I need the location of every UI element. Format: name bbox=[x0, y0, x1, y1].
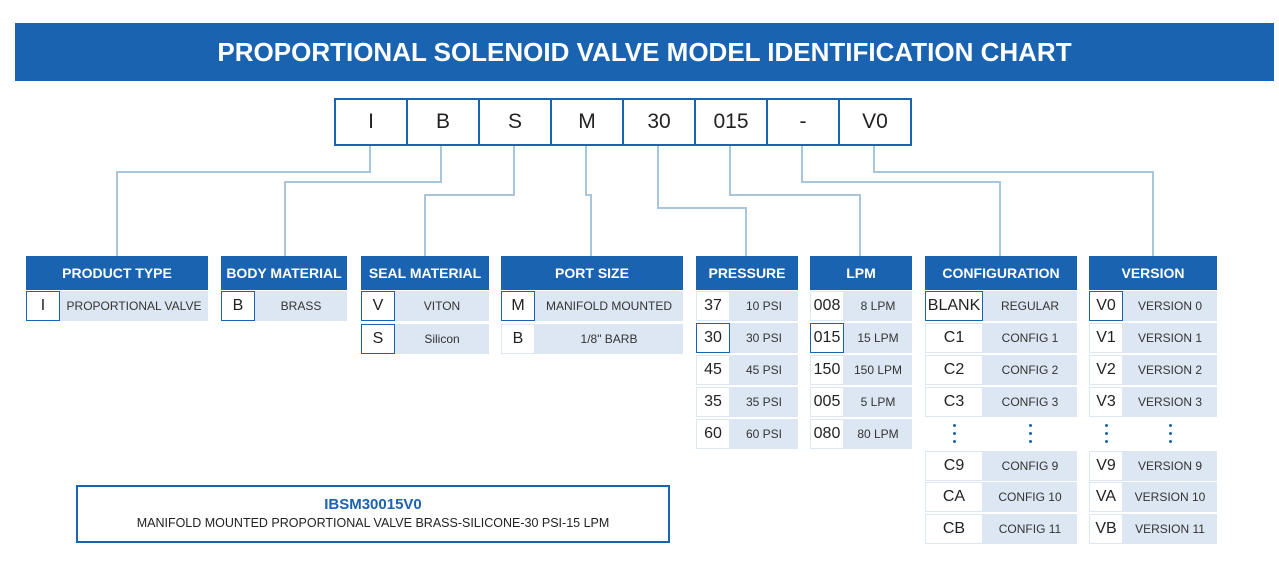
option-row bbox=[696, 387, 798, 417]
option-row bbox=[361, 291, 489, 321]
option-code: VB bbox=[1089, 514, 1123, 544]
option-code: 60 bbox=[696, 419, 730, 449]
example-description: MANIFOLD MOUNTED PROPORTIONAL VALVE BRASS-SILICONE-30 PSI-15 LPM bbox=[136, 516, 610, 530]
model-code-segment: M bbox=[550, 98, 624, 146]
option-row bbox=[810, 387, 912, 417]
option-code: B bbox=[221, 291, 255, 321]
option-desc: Silicon bbox=[395, 324, 489, 354]
header-body-material: BODY MATERIAL bbox=[221, 256, 347, 290]
option-row bbox=[696, 323, 798, 353]
option-code: C9 bbox=[925, 451, 983, 481]
option-code: S bbox=[361, 324, 395, 354]
connector-product-type bbox=[117, 146, 370, 256]
option-desc: BRASS bbox=[255, 291, 347, 321]
option-code: V bbox=[361, 291, 395, 321]
option-row bbox=[810, 323, 912, 353]
option-code: M bbox=[501, 291, 535, 321]
option-desc: 60 PSI bbox=[730, 419, 798, 449]
option-row bbox=[1089, 291, 1217, 321]
option-desc: VERSION 1 bbox=[1123, 323, 1217, 353]
option-row bbox=[696, 419, 798, 449]
option-code: 080 bbox=[810, 419, 844, 449]
option-code: BLANK bbox=[925, 291, 983, 321]
chart-title: PROPORTIONAL SOLENOID VALVE MODEL IDENTIFICATION CHART bbox=[15, 23, 1274, 81]
option-row bbox=[925, 387, 1077, 417]
option-desc: 80 LPM bbox=[844, 419, 912, 449]
option-code: 008 bbox=[810, 291, 844, 321]
option-code: C2 bbox=[925, 355, 983, 385]
option-desc: VERSION 9 bbox=[1123, 451, 1217, 481]
option-code: 37 bbox=[696, 291, 730, 321]
option-row bbox=[501, 324, 683, 354]
option-desc: 8 LPM bbox=[844, 291, 912, 321]
option-row bbox=[1089, 451, 1217, 481]
header-pressure: PRESSURE bbox=[696, 256, 798, 290]
option-code: 45 bbox=[696, 355, 730, 385]
option-desc: CONFIG 9 bbox=[983, 451, 1077, 481]
ellipsis-dots bbox=[1029, 424, 1033, 448]
option-row bbox=[925, 482, 1077, 512]
option-row bbox=[696, 291, 798, 321]
model-code-segment: 015 bbox=[694, 98, 768, 146]
option-row bbox=[1089, 482, 1217, 512]
option-row bbox=[696, 355, 798, 385]
option-code: V2 bbox=[1089, 355, 1123, 385]
option-desc: CONFIG 1 bbox=[983, 323, 1077, 353]
example-box bbox=[76, 485, 670, 543]
option-code: C1 bbox=[925, 323, 983, 353]
option-desc: REGULAR bbox=[983, 291, 1077, 321]
option-row bbox=[1089, 514, 1217, 544]
option-row bbox=[810, 291, 912, 321]
option-code: CA bbox=[925, 482, 983, 512]
ellipsis-dots bbox=[1169, 424, 1173, 448]
connector-pressure bbox=[658, 146, 746, 256]
example-model-number: IBSM30015V0 bbox=[324, 496, 422, 513]
option-desc: VERSION 10 bbox=[1123, 482, 1217, 512]
option-desc: 5 LPM bbox=[844, 387, 912, 417]
option-row bbox=[1089, 355, 1217, 385]
option-row bbox=[925, 291, 1077, 321]
connector-version bbox=[874, 146, 1153, 256]
option-desc: CONFIG 2 bbox=[983, 355, 1077, 385]
option-code: 30 bbox=[696, 323, 730, 353]
option-row bbox=[1089, 323, 1217, 353]
option-desc: VITON bbox=[395, 291, 489, 321]
option-code: 015 bbox=[810, 323, 844, 353]
option-code: B bbox=[501, 324, 535, 354]
connector-body-material bbox=[285, 146, 441, 256]
option-code: V0 bbox=[1089, 291, 1123, 321]
option-desc: CONFIG 3 bbox=[983, 387, 1077, 417]
option-code: 005 bbox=[810, 387, 844, 417]
model-code-segment: B bbox=[406, 98, 480, 146]
option-desc: 1/8" BARB bbox=[535, 324, 683, 354]
option-code: V3 bbox=[1089, 387, 1123, 417]
header-version: VERSION bbox=[1089, 256, 1217, 290]
option-desc: VERSION 11 bbox=[1123, 514, 1217, 544]
model-code-segment: V0 bbox=[838, 98, 912, 146]
option-row bbox=[221, 291, 347, 321]
option-desc: VERSION 3 bbox=[1123, 387, 1217, 417]
option-desc: CONFIG 10 bbox=[983, 482, 1077, 512]
option-row bbox=[925, 355, 1077, 385]
model-code-segment: I bbox=[334, 98, 408, 146]
model-code-segment: - bbox=[766, 98, 840, 146]
option-desc: 45 PSI bbox=[730, 355, 798, 385]
option-desc: 30 PSI bbox=[730, 323, 798, 353]
ellipsis-dots bbox=[953, 424, 957, 448]
header-configuration: CONFIGURATION bbox=[925, 256, 1077, 290]
connector-lpm bbox=[730, 146, 860, 256]
option-code: C3 bbox=[925, 387, 983, 417]
connector-configuration bbox=[802, 146, 1000, 256]
option-desc: 10 PSI bbox=[730, 291, 798, 321]
header-seal-material: SEAL MATERIAL bbox=[361, 256, 489, 290]
model-code-segment: 30 bbox=[622, 98, 696, 146]
header-port-size: PORT SIZE bbox=[501, 256, 683, 290]
option-code: 35 bbox=[696, 387, 730, 417]
model-code-segment: S bbox=[478, 98, 552, 146]
option-row bbox=[810, 419, 912, 449]
option-row bbox=[925, 323, 1077, 353]
option-desc: 35 PSI bbox=[730, 387, 798, 417]
header-product-type: PRODUCT TYPE bbox=[26, 256, 208, 290]
option-code: VA bbox=[1089, 482, 1123, 512]
option-desc: PROPORTIONAL VALVE bbox=[60, 291, 208, 321]
header-lpm: LPM bbox=[810, 256, 912, 290]
option-row bbox=[501, 291, 683, 321]
connector-seal-material bbox=[425, 146, 514, 256]
option-row bbox=[1089, 387, 1217, 417]
option-desc: 150 LPM bbox=[844, 355, 912, 385]
option-desc: 15 LPM bbox=[844, 323, 912, 353]
option-row bbox=[925, 451, 1077, 481]
ellipsis-dots bbox=[1105, 424, 1109, 448]
option-code: V1 bbox=[1089, 323, 1123, 353]
option-desc: CONFIG 11 bbox=[983, 514, 1077, 544]
option-desc: MANIFOLD MOUNTED bbox=[535, 291, 683, 321]
option-desc: VERSION 0 bbox=[1123, 291, 1217, 321]
option-row bbox=[361, 324, 489, 354]
option-code: CB bbox=[925, 514, 983, 544]
option-row bbox=[26, 291, 208, 321]
option-code: 150 bbox=[810, 355, 844, 385]
option-row bbox=[925, 514, 1077, 544]
option-row bbox=[810, 355, 912, 385]
option-code: I bbox=[26, 291, 60, 321]
option-desc: VERSION 2 bbox=[1123, 355, 1217, 385]
option-code: V9 bbox=[1089, 451, 1123, 481]
connector-port-size bbox=[586, 146, 591, 256]
